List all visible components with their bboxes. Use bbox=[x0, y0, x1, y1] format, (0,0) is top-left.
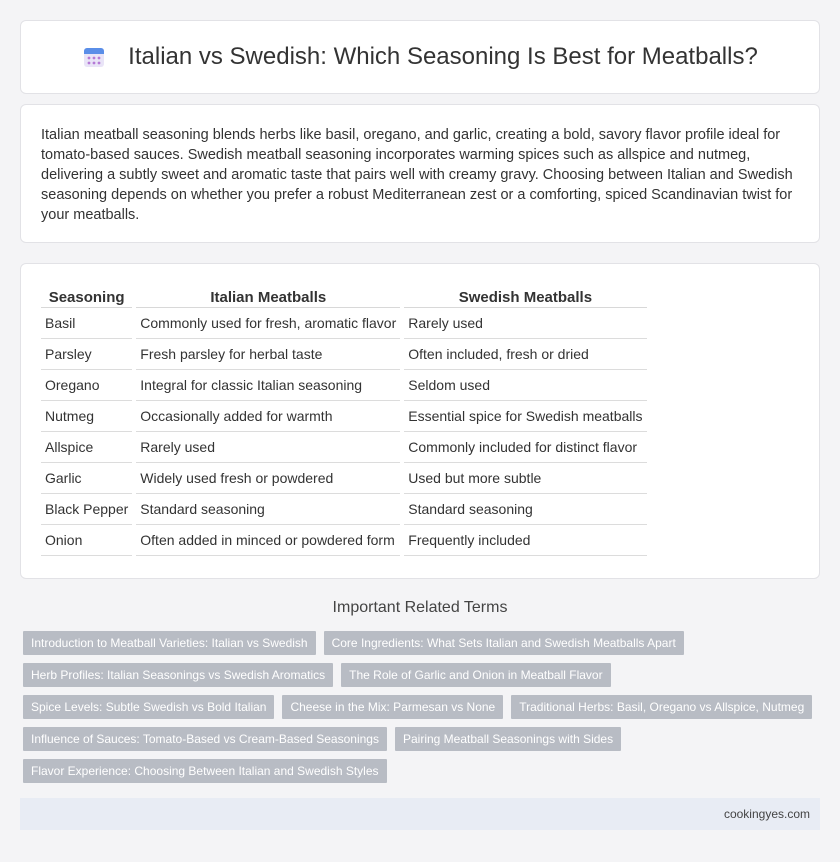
table-row bbox=[41, 432, 647, 463]
related-tag[interactable]: Core Ingredients: What Sets Italian and Swedish Meatballs Apart bbox=[324, 631, 684, 655]
header-swedish: Swedish Meatballs bbox=[404, 286, 646, 308]
cell-seasoning: Onion bbox=[41, 525, 132, 556]
related-terms-tags bbox=[23, 631, 823, 791]
comparison-table bbox=[37, 286, 651, 556]
cell-swedish: Essential spice for Swedish meatballs bbox=[404, 401, 646, 432]
table-row bbox=[41, 370, 647, 401]
table-row bbox=[41, 494, 647, 525]
table-row bbox=[41, 339, 647, 370]
cell-seasoning: Allspice bbox=[41, 432, 132, 463]
cell-italian: Fresh parsley for herbal taste bbox=[136, 339, 400, 370]
tag-row bbox=[23, 695, 823, 719]
related-tag[interactable]: Herb Profiles: Italian Seasonings vs Swedish Aromatics bbox=[23, 663, 333, 687]
table-row bbox=[41, 401, 647, 432]
cell-seasoning: Nutmeg bbox=[41, 401, 132, 432]
cell-seasoning: Garlic bbox=[41, 463, 132, 494]
cell-seasoning: Black Pepper bbox=[41, 494, 132, 525]
related-tag[interactable]: Influence of Sauces: Tomato-Based vs Cream-Based Seasonings bbox=[23, 727, 387, 751]
tag-row bbox=[23, 663, 823, 687]
footer-site-link[interactable]: cookingyes.com bbox=[723, 807, 810, 821]
header-seasoning: Seasoning bbox=[41, 286, 132, 308]
cell-seasoning: Oregano bbox=[41, 370, 132, 401]
related-tag[interactable]: The Role of Garlic and Onion in Meatball Flavor bbox=[341, 663, 610, 687]
cell-swedish: Commonly included for distinct flavor bbox=[404, 432, 646, 463]
cell-swedish: Often included, fresh or dried bbox=[404, 339, 646, 370]
comparison-table-card bbox=[20, 263, 820, 579]
tag-row bbox=[23, 759, 823, 783]
cell-italian: Widely used fresh or powdered bbox=[136, 463, 400, 494]
cell-seasoning: Parsley bbox=[41, 339, 132, 370]
tag-row bbox=[23, 631, 823, 655]
cell-seasoning: Basil bbox=[41, 308, 132, 339]
cell-swedish: Frequently included bbox=[404, 525, 646, 556]
table-row bbox=[41, 525, 647, 556]
related-tag[interactable]: Cheese in the Mix: Parmesan vs None bbox=[282, 695, 503, 719]
cell-swedish: Used but more subtle bbox=[404, 463, 646, 494]
intro-card bbox=[20, 104, 820, 243]
table-header-row bbox=[41, 286, 647, 308]
intro-paragraph: Italian meatball seasoning blends herbs like basil, oregano, and garlic, creating a bold, savory flavor profile ideal for tomato-based sauces. Swedish meatball seasoning incorporates warming spices such as allspice and nutmeg, delivering a subtly sweet and aromatic taste that pairs well with creamy gravy. Choosing between Italian and Swedish seasoning depends on whether you prefer a robust Mediterranean zest or a comforting, spiced Scandinavian twist for your meatballs. bbox=[41, 127, 793, 223]
cell-swedish: Seldom used bbox=[404, 370, 646, 401]
footer bbox=[20, 798, 820, 830]
related-tag[interactable]: Introduction to Meatball Varieties: Italian vs Swedish bbox=[23, 631, 316, 655]
table-row bbox=[41, 308, 647, 339]
header-card bbox=[20, 20, 820, 94]
page-title: Italian vs Swedish: Which Seasoning Is Best for Meatballs? bbox=[128, 43, 758, 70]
related-tag[interactable]: Traditional Herbs: Basil, Oregano vs Allspice, Nutmeg bbox=[511, 695, 812, 719]
cell-italian: Occasionally added for warmth bbox=[136, 401, 400, 432]
table-row bbox=[41, 463, 647, 494]
related-tag[interactable]: Flavor Experience: Choosing Between Italian and Swedish Styles bbox=[23, 759, 387, 783]
cell-italian: Rarely used bbox=[136, 432, 400, 463]
related-tag[interactable]: Spice Levels: Subtle Swedish vs Bold Italian bbox=[23, 695, 274, 719]
cell-italian: Commonly used for fresh, aromatic flavor bbox=[136, 308, 400, 339]
calendar-icon bbox=[82, 45, 106, 69]
cell-swedish: Standard seasoning bbox=[404, 494, 646, 525]
header-italian: Italian Meatballs bbox=[136, 286, 400, 308]
related-tag[interactable]: Pairing Meatball Seasonings with Sides bbox=[395, 727, 621, 751]
tag-row bbox=[23, 727, 823, 751]
cell-italian: Often added in minced or powdered form bbox=[136, 525, 400, 556]
cell-swedish: Rarely used bbox=[404, 308, 646, 339]
cell-italian: Integral for classic Italian seasoning bbox=[136, 370, 400, 401]
related-terms-title: Important Related Terms bbox=[332, 599, 508, 616]
cell-italian: Standard seasoning bbox=[136, 494, 400, 525]
